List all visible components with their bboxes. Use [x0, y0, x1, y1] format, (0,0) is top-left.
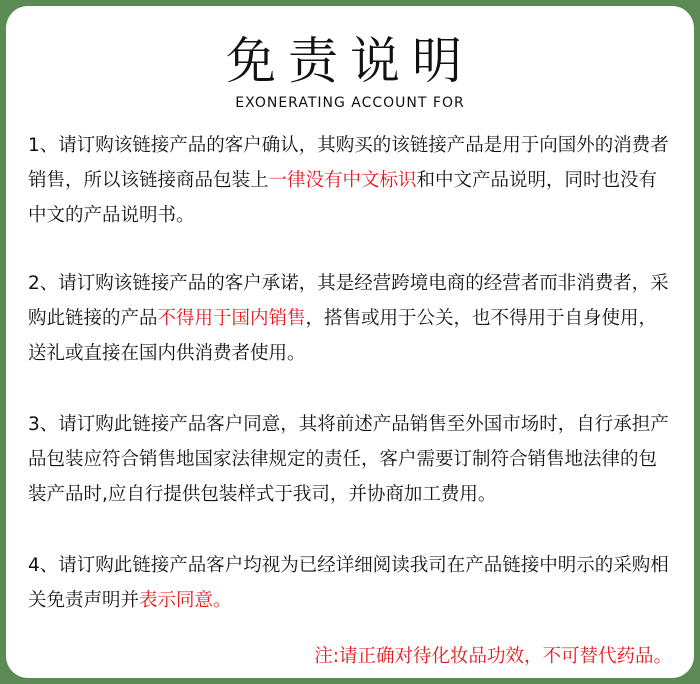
clause-2-text: 2、请订购该链接产品的客户承诺，其是经营跨境电商的经营者而非消费者，采购此链接的产品 — [28, 273, 669, 329]
clause-3 — [28, 407, 672, 512]
clause-1-text: 1、请订购该链接产品的客户确认，其购买的该链接产品是用于向国外的消费者销售，所以该链接商品包装上 — [28, 135, 669, 191]
clause-2-text-end: ，搭售或用于公关，也不得用于自身使用，送礼或直接在国内供消费者使用。 — [28, 308, 658, 364]
clause-4-highlight: 表示同意。 — [139, 590, 232, 611]
page-subtitle: EXONERATING ACCOUNT FOR — [235, 95, 465, 111]
clause-4 — [28, 548, 672, 618]
clause-4-text: 4、请订购此链接产品客户均视为已经详细阅读我司在产品链接中明示的采购相关免责声明并 — [28, 555, 669, 611]
clause-1 — [28, 128, 672, 233]
clause-2-highlight: 不得用于国内销售 — [157, 308, 306, 329]
clause-3-text: 3、请订购此链接产品客户同意，其将前述产品销售至外国市场时，自行承担产品包装应符合销售地国家法律规定的责任，客户需要订制符合销售地法律的包装产品时,应自行提供包装样式于我司，并协商加工费用。 — [28, 414, 669, 505]
clause-2 — [28, 266, 672, 371]
clause-1-highlight: 一律没有中文标识 — [268, 170, 417, 191]
disclaimer-card — [6, 6, 694, 678]
clause-1-text-end: 和中文产品说明，同时也没有中文的产品说明书。 — [28, 170, 658, 226]
page-title: 免责说明 — [226, 32, 474, 90]
cosmetics-note: 注:请正确对待化妆品功效，不可替代药品。 — [314, 646, 672, 667]
